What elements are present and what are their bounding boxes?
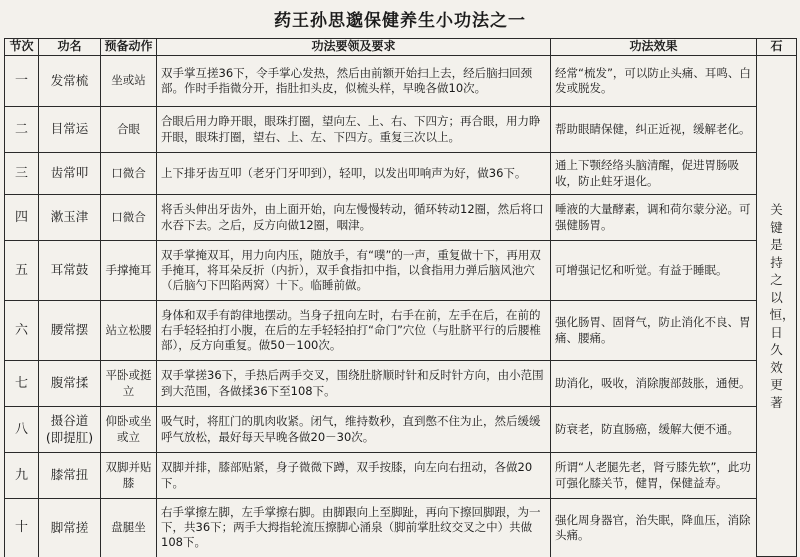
- row-no: 四: [5, 195, 39, 241]
- side-note: [757, 56, 797, 557]
- row-no: 九: [5, 453, 39, 499]
- table-row: [5, 241, 797, 301]
- row-name: 腰常摆: [39, 301, 101, 361]
- row-name: 脚常搓: [39, 499, 101, 557]
- row-prep: 双脚并贴膝: [101, 453, 157, 499]
- row-effect: 助消化，吸收，消除腹部鼓胀，通便。: [551, 361, 757, 407]
- row-method: 右手掌擦左脚，左手掌擦右脚。由脚跟向上至脚趾，再向下擦回脚跟，为一下，共36下；两手大拇指轮流压擦脚心涌泉（脚前掌肚纹交叉之中）共做108下。: [157, 499, 551, 557]
- row-effect: 唾液的大量酵素，调和荷尔蒙分泌。可强健肠胃。: [551, 195, 757, 241]
- row-name: 膝常扭: [39, 453, 101, 499]
- row-no: 一: [5, 56, 39, 107]
- row-effect: 可增强记忆和听觉。有益于睡眠。: [551, 241, 757, 301]
- row-no: 十: [5, 499, 39, 557]
- table-header-row: [5, 39, 797, 56]
- side-note-text: 关键是持之以恒，日久效更著: [769, 202, 795, 410]
- row-prep: 坐或站: [101, 56, 157, 107]
- table-row: [5, 407, 797, 453]
- row-effect: 所谓“人老腿先老，肾亏膝先软”，此功可强化膝关节，健胃，保健益寿。: [551, 453, 757, 499]
- row-method: 双脚并排，膝部贴紧，身子微微下蹲，双手按膝，向左向右扭动，各做20下。: [157, 453, 551, 499]
- table-row: [5, 107, 797, 153]
- table-row: [5, 453, 797, 499]
- row-effect: 帮助眼睛保健，纠正近视，缓解老化。: [551, 107, 757, 153]
- row-prep: 口微合: [101, 195, 157, 241]
- page-title: 药王孙思邈保健养生小功法之一: [274, 11, 526, 31]
- header-effect: 功法效果: [551, 39, 757, 56]
- header-side: 石: [757, 39, 797, 56]
- row-no: 六: [5, 301, 39, 361]
- row-no: 三: [5, 153, 39, 195]
- row-prep: 站立松腰: [101, 301, 157, 361]
- row-prep: 手撑掩耳: [101, 241, 157, 301]
- header-prep: 预备动作: [101, 39, 157, 56]
- row-method: 吸气时，将肛门的肌肉收紧。闭气，维持数秒，直到憋不住为止，然后缓缓呼气放松，最好每天早晚各做20－30次。: [157, 407, 551, 453]
- row-effect: 通上下颚经络头脑清醒，促进胃肠吸收，防止蛀牙退化。: [551, 153, 757, 195]
- header-name: 功名: [39, 39, 101, 56]
- table-row: [5, 56, 797, 107]
- table-row: [5, 153, 797, 195]
- row-name: 摄谷道(即提肛): [39, 407, 101, 453]
- row-method: 身体和双手有韵律地摆动。当身子扭向左时，右手在前，左手在后，在前的右手轻轻拍打小腹，在后的左手轻轻拍打“命门”穴位（与肚脐平行的后腰椎部），反方向重复。做50－100次。: [157, 301, 551, 361]
- row-prep: 仰卧或坐或立: [101, 407, 157, 453]
- row-no: 七: [5, 361, 39, 407]
- row-effect: 防衰老，防直肠癌，缓解大便不通。: [551, 407, 757, 453]
- table-row: [5, 195, 797, 241]
- row-method: 双手掌搓36下，手热后两手交叉，围绕肚脐顺时针和反时针方向，由小范围到大范围，各做揉36下至108下。: [157, 361, 551, 407]
- row-prep: 口微合: [101, 153, 157, 195]
- table-row: [5, 361, 797, 407]
- table-row: [5, 301, 797, 361]
- header-method: 功法要领及要求: [157, 39, 551, 56]
- row-name: 耳常鼓: [39, 241, 101, 301]
- row-effect: 强化周身器官，治失眠，降血压，消除头痛。: [551, 499, 757, 557]
- row-prep: 平卧或挺立: [101, 361, 157, 407]
- row-name: 发常梳: [39, 56, 101, 107]
- row-prep: 盘腿坐: [101, 499, 157, 557]
- row-no: 二: [5, 107, 39, 153]
- row-effect: 经常“梳发”，可以防止头痛、耳鸣、白发或脱发。: [551, 56, 757, 107]
- row-name: 漱玉津: [39, 195, 101, 241]
- row-name: 腹常揉: [39, 361, 101, 407]
- row-no: 五: [5, 241, 39, 301]
- row-method: 双手掌互搓36下，令手掌心发热，然后由前额开始扫上去，经后脑扫回颈部。作时手指微分开，指肚扣头皮，似梳头样，早晚各做10次。: [157, 56, 551, 107]
- row-name: 齿常叩: [39, 153, 101, 195]
- row-name: 目常运: [39, 107, 101, 153]
- row-method: 上下排牙齿互叩（老牙门牙叩到），轻叩，以发出叩响声为好，做36下。: [157, 153, 551, 195]
- row-no: 八: [5, 407, 39, 453]
- row-method: 将舌头伸出牙齿外，由上面开始，向左慢慢转动，循环转动12圈，然后将口水吞下去。之后，反方向做12圈，咽津。: [157, 195, 551, 241]
- exercise-table: [4, 38, 797, 557]
- row-method: 合眼后用力睁开眼，眼珠打圈，望向左、上、右、下四方；再合眼，用力睁开眼，眼珠打圈，望右、上、左、下四方。重复三次以上。: [157, 107, 551, 153]
- row-method: 双手掌掩双耳，用力向内压，随放手，有“噗”的一声，重复做十下，再用双手掩耳，将耳朵反折（内折），双手食指扣中指，以食指用力弹后脑风池穴（后脑勺下凹陷两窝）十下。临睡前做。: [157, 241, 551, 301]
- table-row: [5, 499, 797, 557]
- row-effect: 强化肠胃、固肾气，防止消化不良、胃痛、腰痛。: [551, 301, 757, 361]
- header-no: 节次: [5, 39, 39, 56]
- row-prep: 合眼: [101, 107, 157, 153]
